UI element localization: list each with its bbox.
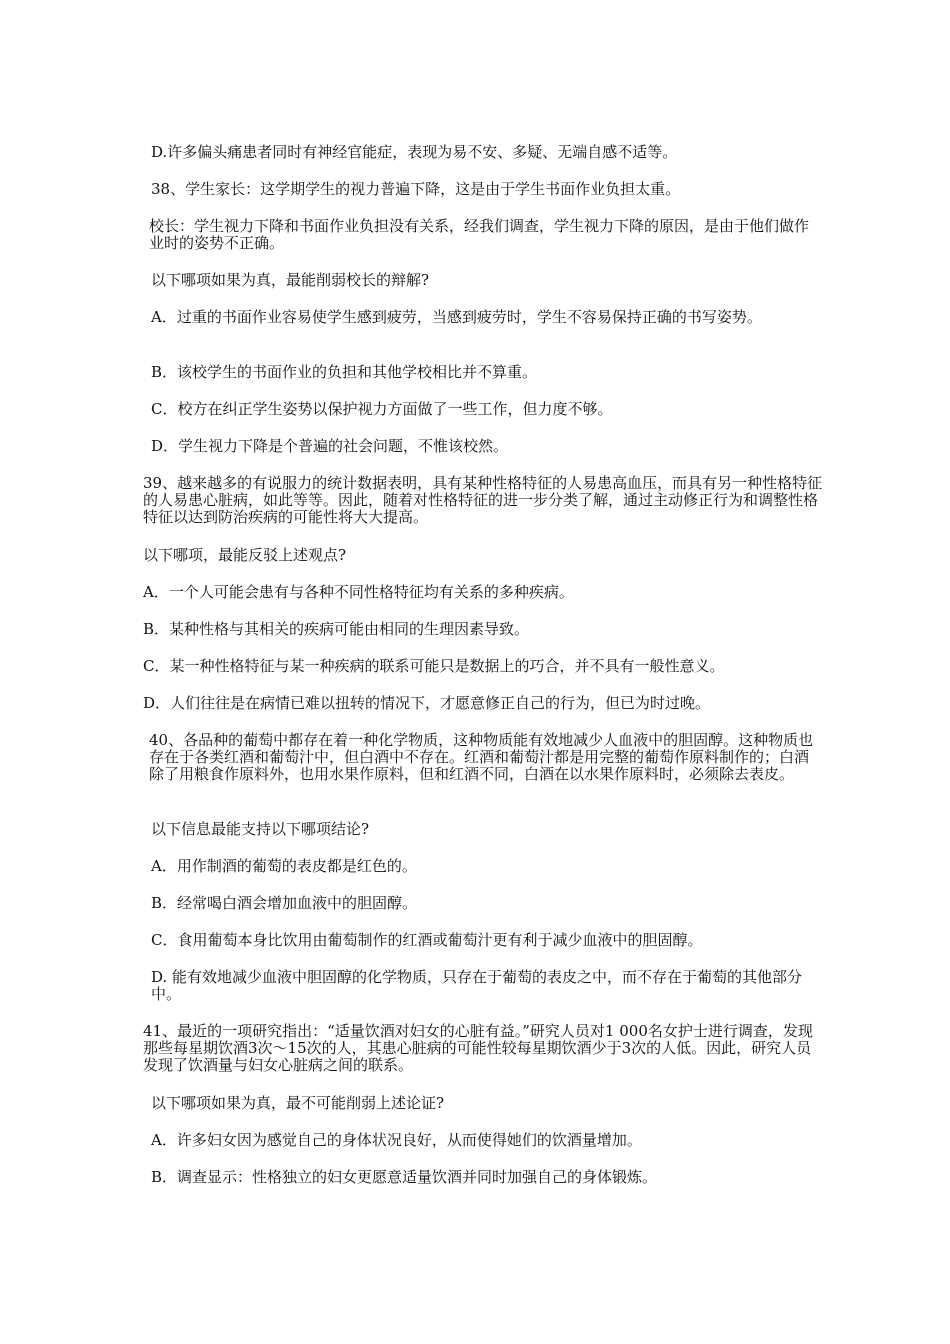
question-39-option-a: A．一个人可能会患有与各种不同性格特征均有关系的多种疾病。 — [143, 583, 574, 601]
question-38-prompt: 以下哪项如果为真，最能削弱校长的辩解? — [151, 271, 430, 289]
question-40-stem: 40、各品种的葡萄中都存在着一种化学物质，这种物质能有效地减少人血液中的胆固醇。这种物质也存在于各类红酒和葡萄汁中，但白酒中不存在。红酒和葡萄汁都是用完整的葡萄作原料制作的；白酒除了用粮食作原料外，也用水果作原料，但和红酒不同，白酒在以水果作原料时，必须除去表皮。 — [149, 731, 814, 783]
question-40-option-b: B．经常喝白酒会增加血液中的胆固醇。 — [151, 894, 418, 912]
question-39-option-c: C．某一种性格特征与某一种疾病的联系可能只是数据上的巧合，并不具有一般性意义。 — [143, 657, 725, 675]
question-41-option-a: A．许多妇女因为感觉自己的身体状况良好，从而使得她们的饮酒量增加。 — [151, 1131, 642, 1149]
question-40-option-d: D. 能有效地减少血液中胆固醇的化学物质，只存在于葡萄的表皮之中，而不存在于葡萄的其他部分中。 — [151, 968, 803, 1003]
question-39-option-b: B．某种性格与其相关的疾病可能由相同的生理因素导致。 — [143, 620, 530, 638]
question-41-stem: 41、最近的一项研究指出：“适量饮酒对妇女的心脏有益。”研究人员对1 000名女护士进行调查，发现那些每星期饮酒3次～15次的人，其患心脏病的可能性较每星期饮酒少于3次的人低。因此，研究人员发现了饮酒量与妇女心脏病之间的联系。 — [143, 1022, 813, 1074]
question-38-option-b: B．该校学生的书面作业的负担和其他学校相比并不算重。 — [151, 363, 538, 381]
question-38-principal: 校长：学生视力下降和书面作业负担没有关系，经我们调查，学生视力下降的原因，是由于他们做作业时的姿势不正确。 — [149, 217, 810, 252]
question-41-option-b: B．调查显示：性格独立的妇女更愿意适量饮酒并同时加强自己的身体锻炼。 — [151, 1168, 658, 1186]
question-39-stem: 39、越来越多的有说服力的统计数据表明，具有某种性格特征的人易患高血压，而具有另一种性格特征的人易患心脏病，如此等等。因此，随着对性格特征的进一步分类了解，通过主动修正行为和调整性格特征以达到防治疾病的可能性将大大提高。 — [143, 474, 823, 526]
question-38-stem: 38、学生家长：这学期学生的视力普遍下降，这是由于学生书面作业负担太重。 — [151, 180, 681, 198]
question-40-option-c: C．食用葡萄本身比饮用由葡萄制作的红酒或葡萄汁更有利于减少血液中的胆固醇。 — [151, 931, 703, 949]
question-41-prompt: 以下哪项如果为真，最不可能削弱上述论证? — [151, 1094, 445, 1112]
question-40-option-a: A．用作制酒的葡萄的表皮都是红色的。 — [151, 857, 417, 875]
paragraph-37-option-d: D.许多偏头痛患者同时有神经官能症，表现为易不安、多疑、无端自感不适等。 — [151, 143, 678, 161]
question-38-option-a: A．过重的书面作业容易使学生感到疲劳，当感到疲劳时，学生不容易保持正确的书写姿势。 — [151, 308, 762, 326]
question-38-option-c: C．校方在纠正学生姿势以保护视力方面做了一些工作，但力度不够。 — [151, 400, 613, 418]
question-38-option-d: D．学生视力下降是个普遍的社会问题，不惟该校然。 — [151, 437, 509, 455]
question-39-option-d: D．人们往往是在病情已难以扭转的情况下，才愿意修正自己的行为，但已为时过晚。 — [143, 694, 711, 712]
question-39-prompt: 以下哪项，最能反驳上述观点? — [143, 546, 347, 564]
question-40-prompt: 以下信息最能支持以下哪项结论? — [151, 820, 370, 838]
